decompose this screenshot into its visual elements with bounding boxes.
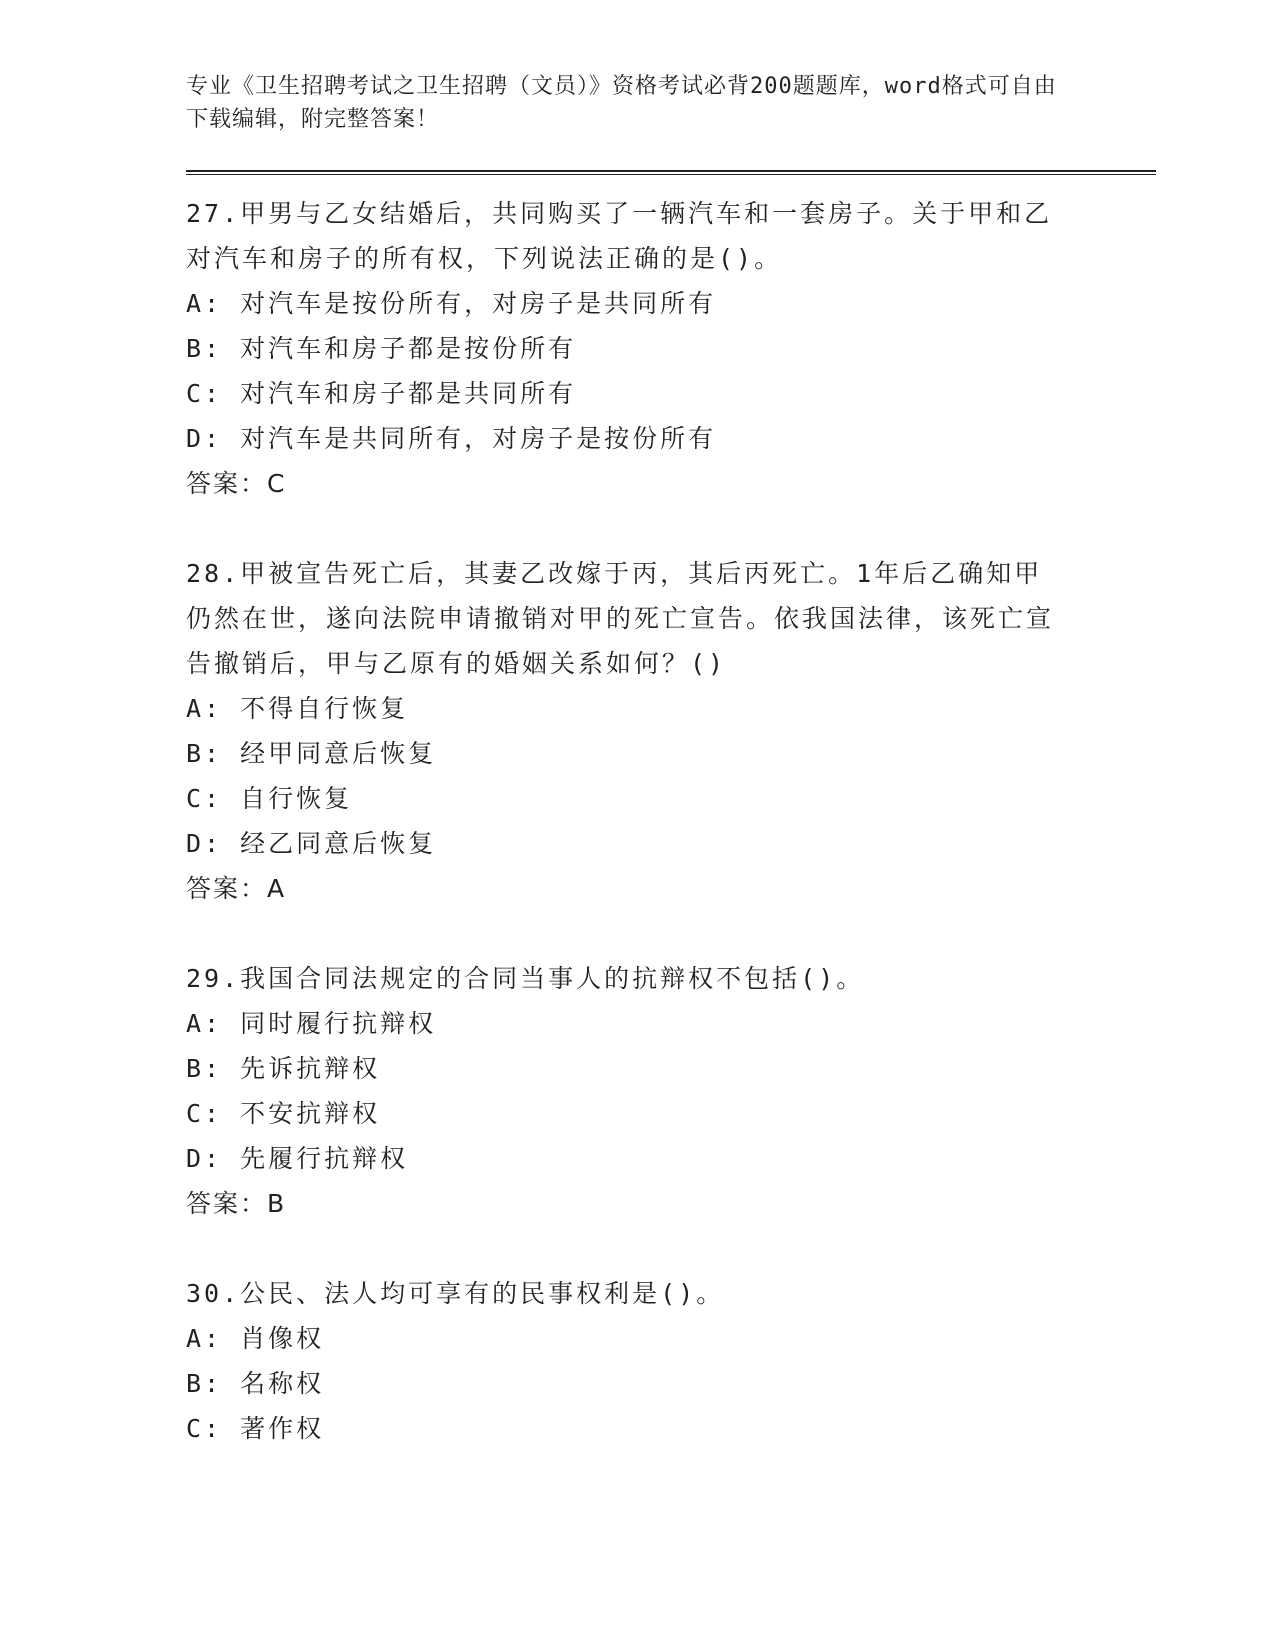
question-28: [186, 551, 1156, 911]
question-answer: 答案：B: [186, 1189, 287, 1218]
question-answer: 答案：A: [186, 874, 287, 903]
question-27: [186, 191, 1156, 506]
option-c: C: 对汽车和房子都是共同所有: [186, 379, 577, 408]
option-a: A: 同时履行抗辩权: [186, 1009, 437, 1038]
option-b: B: 对汽车和房子都是按份所有: [186, 334, 577, 363]
spacer: [186, 506, 1156, 551]
option-c: C: 不安抗辩权: [186, 1099, 381, 1128]
question-29: [186, 956, 1156, 1226]
question-stem: 29.我国合同法规定的合同当事人的抗辩权不包括()。: [186, 964, 865, 993]
option-b: B: 经甲同意后恢复: [186, 739, 437, 768]
option-a: A: 对汽车是按份所有，对房子是共同所有: [186, 289, 717, 318]
header-divider: [186, 170, 1156, 175]
option-c: C: 著作权: [186, 1414, 325, 1443]
option-b: B: 名称权: [186, 1369, 325, 1398]
document-page: [186, 70, 1156, 1451]
document-header: [186, 70, 1066, 136]
option-a: A: 肖像权: [186, 1324, 325, 1353]
option-a: A: 不得自行恢复: [186, 694, 409, 723]
option-d: D: 经乙同意后恢复: [186, 829, 437, 858]
option-d: D: 先履行抗辩权: [186, 1144, 409, 1173]
question-stem: 30.公民、法人均可享有的民事权利是()。: [186, 1279, 725, 1308]
question-stem: 27.甲男与乙女结婚后，共同购买了一辆汽车和一套房子。关于甲和乙对汽车和房子的所有权，下列说法正确的是()。: [186, 199, 1053, 273]
question-30: [186, 1271, 1156, 1451]
header-intro-text: 专业《卫生招聘考试之卫生招聘（文员）》资格考试必背200题题库，word格式可自由下载编辑，附完整答案！: [186, 74, 1057, 132]
spacer: [186, 911, 1156, 956]
option-b: B: 先诉抗辩权: [186, 1054, 381, 1083]
option-d: D: 对汽车是共同所有，对房子是按份所有: [186, 424, 717, 453]
option-c: C: 自行恢复: [186, 784, 353, 813]
spacer: [186, 1226, 1156, 1271]
question-stem: 28.甲被宣告死亡后，其妻乙改嫁于丙，其后丙死亡。1年后乙确知甲仍然在世，遂向法院申请撤销对甲的死亡宣告。依我国法律，该死亡宣告撤销后，甲与乙原有的婚姻关系如何？(): [186, 559, 1055, 678]
question-answer: 答案：C: [186, 469, 287, 498]
